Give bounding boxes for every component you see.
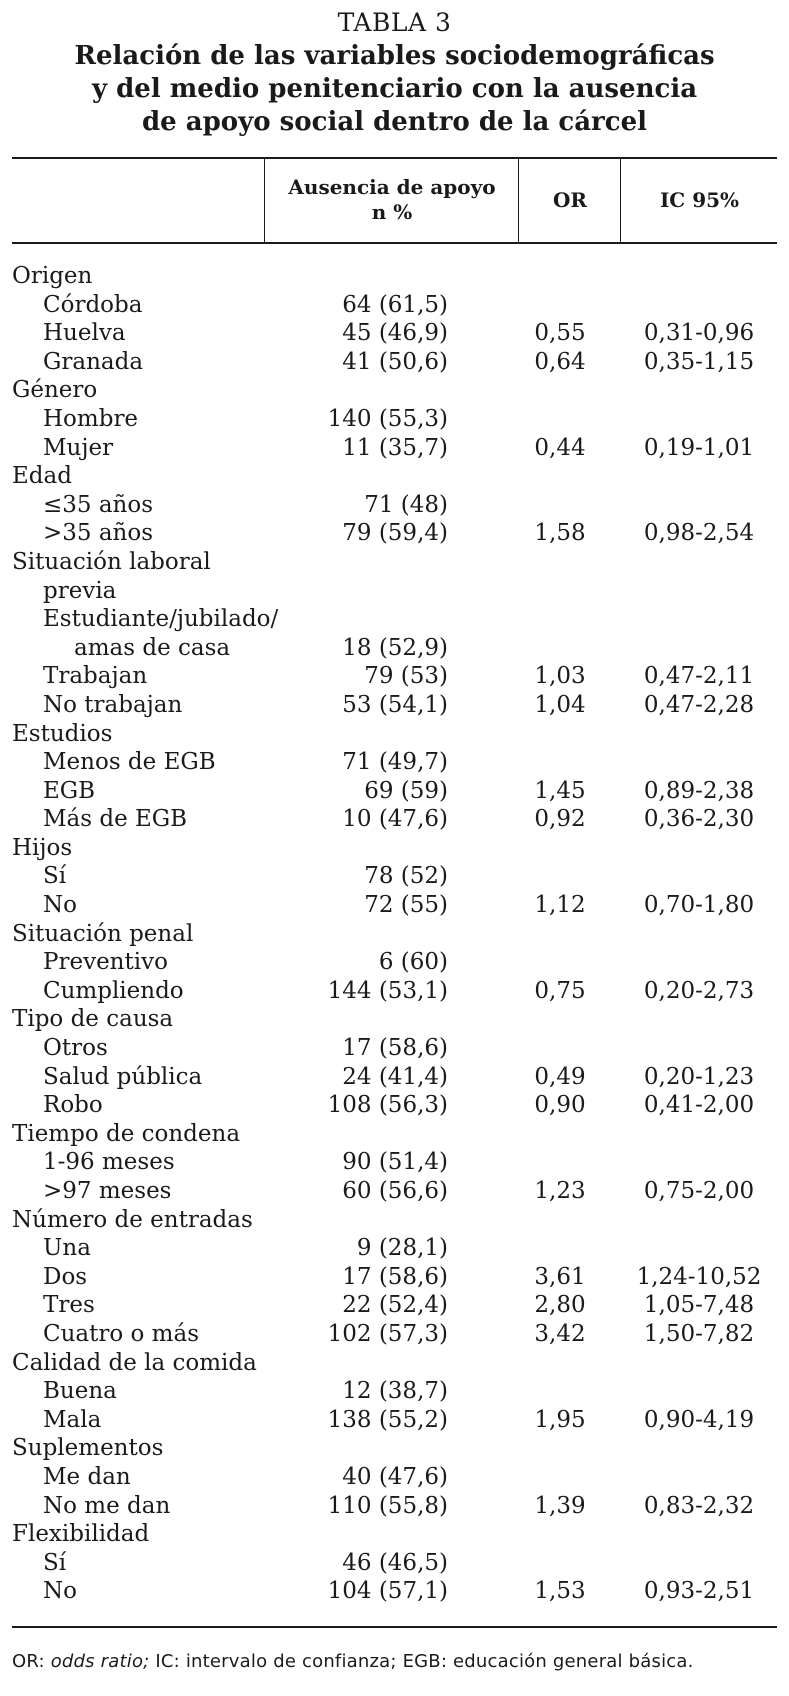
row-ic-value: 0,70-1,80 [643,892,755,919]
table-row [0,519,789,548]
row-label: >97 meses [43,1178,172,1204]
table-row [0,948,789,977]
row-label: Edad [12,463,72,490]
row-or-value: 1,58 [534,520,586,547]
row-ic-value: 0,31-0,96 [643,320,755,347]
row-ausencia-value: 71 (48) [364,491,448,518]
table-row [0,1177,789,1206]
table-row [0,805,789,834]
row-label: Flexibilidad [12,1521,150,1548]
row-ausencia-value: 11 (35,7) [342,434,448,461]
row-label: Estudios [12,720,113,747]
row-ic-value: 0,83-2,32 [643,1492,755,1519]
footnote-odds-ratio: odds ratio; [50,1651,150,1672]
row-ausencia-value: 140 (55,3) [327,405,448,432]
table-row [0,291,789,320]
row-label: Sí [43,863,67,890]
table-title-line: Relación de las variables sociodemográficas [74,41,715,71]
row-label: >35 años [43,520,154,547]
row-or-value: 0,75 [534,977,586,1004]
row-label: Preventivo [43,949,168,976]
row-ausencia-value: 90 (51,4) [342,1149,448,1176]
row-ausencia-value: 72 (55) [364,892,448,919]
table-row [0,1492,789,1521]
row-label: No [43,1578,77,1605]
table-group-row [0,376,789,405]
row-label: Más de EGB [43,806,188,833]
row-ausencia-value: 110 (55,8) [327,1492,448,1519]
row-label: Estudiante/jubilado/ [43,606,279,633]
row-ausencia-value: 40 (47,6) [342,1463,448,1490]
row-ic-value: 1,50-7,82 [643,1320,755,1347]
table-group-row [0,262,789,291]
row-label: Cumpliendo [43,977,184,1004]
row-ic-value: 1,24-10,52 [636,1263,762,1290]
row-label: Origen [12,263,93,289]
row-label: Mujer [43,434,114,461]
table-group-row [0,1520,789,1549]
row-label: Salud pública [43,1063,203,1090]
row-or-value: 1,12 [534,892,586,919]
row-ic-value: 0,47-2,28 [643,691,755,718]
row-label: Otros [43,1035,108,1062]
header-ausencia-line2: n % [371,200,413,224]
header-divider [620,158,621,242]
table-title [0,40,789,139]
table-row [0,1549,789,1578]
table-row [0,1577,789,1606]
row-label: Trabajan [43,663,148,690]
row-ausencia-value: 79 (59,4) [342,520,448,547]
row-ausencia-value: 102 (57,3) [327,1320,448,1347]
table-group-row [0,834,789,863]
table-body [0,262,789,1606]
row-ausencia-value: 24 (41,4) [342,1063,448,1090]
row-label: Calidad de la comida [12,1349,257,1376]
row-or-value: 3,61 [534,1263,586,1290]
table-row [0,434,789,463]
row-or-value: 0,44 [534,434,586,461]
footnote-or: OR: [12,1651,51,1672]
header-ausencia-apoyo [266,158,518,242]
row-label: previa [43,577,117,604]
table-group-row [0,720,789,749]
row-ausencia-value: 78 (52) [364,863,448,890]
row-ic-value: 0,36-2,30 [643,806,755,833]
table-group-row [0,1349,789,1378]
table-row [0,977,789,1006]
row-label: Granada [43,348,144,375]
table-row [0,1463,789,1492]
row-label: Hijos [12,834,73,861]
table-row [0,1291,789,1320]
table-row [0,1063,789,1092]
row-label: No [43,892,77,919]
row-or-value: 1,95 [534,1406,586,1433]
table-group-row [0,462,789,491]
row-ic-value: 0,75-2,00 [643,1178,755,1204]
table-row [0,405,789,434]
table-row [0,1320,789,1349]
table-row [0,348,789,377]
row-ausencia-value: 69 (59) [364,777,448,804]
row-ausencia-value: 138 (55,2) [327,1406,448,1433]
table-row [0,319,789,348]
row-ausencia-value: 45 (46,9) [342,320,448,347]
row-label: Hombre [43,405,139,432]
table-row [0,1406,789,1435]
header-divider [264,158,265,242]
row-ausencia-value: 108 (56,3) [327,1092,448,1119]
row-label: Tres [43,1292,95,1319]
table-row [0,777,789,806]
row-ic-value: 0,47-2,11 [643,663,755,690]
row-ic-value: 0,90-4,19 [643,1406,755,1433]
row-label: Tipo de causa [12,1006,174,1033]
table-label: TABLA 3 [337,8,452,37]
header-ausencia-line1: Ausencia de apoyo [288,175,496,199]
row-ausencia-value: 104 (57,1) [327,1578,448,1605]
table-row [0,662,789,691]
table-group-row [0,1434,789,1463]
table-group-row [0,1206,789,1235]
row-or-value: 1,45 [534,777,586,804]
row-label: Me dan [43,1463,131,1490]
header-ic95: IC 95% [659,187,740,212]
header-divider [518,158,519,242]
row-or-value: 0,92 [534,806,586,833]
table-bottom-rule [12,1626,777,1628]
row-or-value: 0,90 [534,1092,586,1119]
row-ic-value: 1,05-7,48 [643,1292,755,1319]
row-label: Número de entradas [12,1206,253,1233]
row-ausencia-value: 22 (52,4) [342,1292,448,1319]
row-label: Buena [43,1378,117,1405]
footnote-rest: IC: intervalo de confianza; EGB: educación general básica. [149,1651,694,1672]
row-ic-value: 0,20-1,23 [643,1063,755,1090]
row-label: EGB [43,777,96,804]
row-ausencia-value: 53 (54,1) [342,691,448,718]
row-or-value: 1,04 [534,691,586,718]
table-row [0,491,789,520]
table-row [0,634,789,663]
row-label: ≤35 años [43,491,154,518]
table-footnote [12,1651,694,1672]
row-label: Dos [43,1263,88,1290]
row-or-value: 1,03 [534,663,586,690]
row-ic-value: 0,20-2,73 [643,977,755,1004]
table-row [0,1091,789,1120]
table-row [0,1234,789,1263]
table-row [0,605,789,634]
row-label: Tiempo de condena [12,1120,241,1147]
row-ausencia-value: 46 (46,5) [342,1549,448,1576]
row-label: No trabajan [43,691,183,718]
row-ausencia-value: 17 (58,6) [342,1035,448,1062]
row-label: Mala [43,1406,102,1433]
row-ausencia-value: 144 (53,1) [327,977,448,1004]
table-title-line: y del medio penitenciario con la ausencia [91,74,698,104]
row-label: Cuatro o más [43,1320,200,1347]
table-row [0,577,789,606]
table-row [0,1148,789,1177]
row-label: Robo [43,1092,103,1119]
header-bottom-rule [12,242,777,244]
row-label: Suplementos [12,1435,164,1462]
row-or-value: 0,49 [534,1063,586,1090]
row-ausencia-value: 6 (60) [378,949,448,976]
row-label: Córdoba [43,291,143,318]
row-ausencia-value: 71 (49,7) [342,749,448,776]
table-group-row [0,1005,789,1034]
row-ausencia-value: 79 (53) [364,663,448,690]
row-label: Una [43,1235,91,1262]
table-group-row [0,920,789,949]
row-ic-value: 0,89-2,38 [643,777,755,804]
row-ausencia-value: 64 (61,5) [342,291,448,318]
table-title-line: de apoyo social dentro de la cárcel [141,107,647,137]
row-label: Situación penal [12,920,194,947]
row-or-value: 0,64 [534,348,586,375]
row-or-value: 3,42 [534,1320,586,1347]
table-row [0,862,789,891]
table-row [0,1263,789,1292]
row-ausencia-value: 18 (52,9) [342,634,448,661]
row-or-value: 1,39 [534,1492,586,1519]
table-row [0,1377,789,1406]
row-ausencia-value: 12 (38,7) [342,1378,448,1405]
row-or-value: 0,55 [534,320,586,347]
row-label: No me dan [43,1492,171,1519]
row-ic-value: 0,93-2,51 [643,1578,755,1605]
row-label: Género [12,377,98,404]
table-row [0,891,789,920]
row-label: Situación laboral [12,548,211,575]
row-ausencia-value: 41 (50,6) [342,348,448,375]
row-ausencia-value: 60 (56,6) [342,1178,448,1204]
table-group-row [0,548,789,577]
header-or: OR [552,187,588,212]
table-group-row [0,1120,789,1149]
row-ic-value: 0,35-1,15 [643,348,755,375]
row-ausencia-value: 10 (47,6) [342,806,448,833]
table-row [0,1034,789,1063]
row-ic-value: 0,98-2,54 [643,520,755,547]
row-ic-value: 0,19-1,01 [643,434,755,461]
row-label: Sí [43,1549,67,1576]
row-or-value: 1,23 [534,1178,586,1204]
row-label: 1-96 meses [43,1149,175,1176]
row-or-value: 2,80 [534,1292,586,1319]
table-row [0,748,789,777]
row-ausencia-value: 17 (58,6) [342,1263,448,1290]
row-ic-value: 0,41-2,00 [643,1092,755,1119]
row-or-value: 1,53 [534,1578,586,1605]
table-row [0,691,789,720]
row-label: Menos de EGB [43,749,216,776]
row-ausencia-value: 9 (28,1) [356,1235,448,1262]
row-label: amas de casa [74,634,231,661]
row-label: Huelva [43,320,126,347]
